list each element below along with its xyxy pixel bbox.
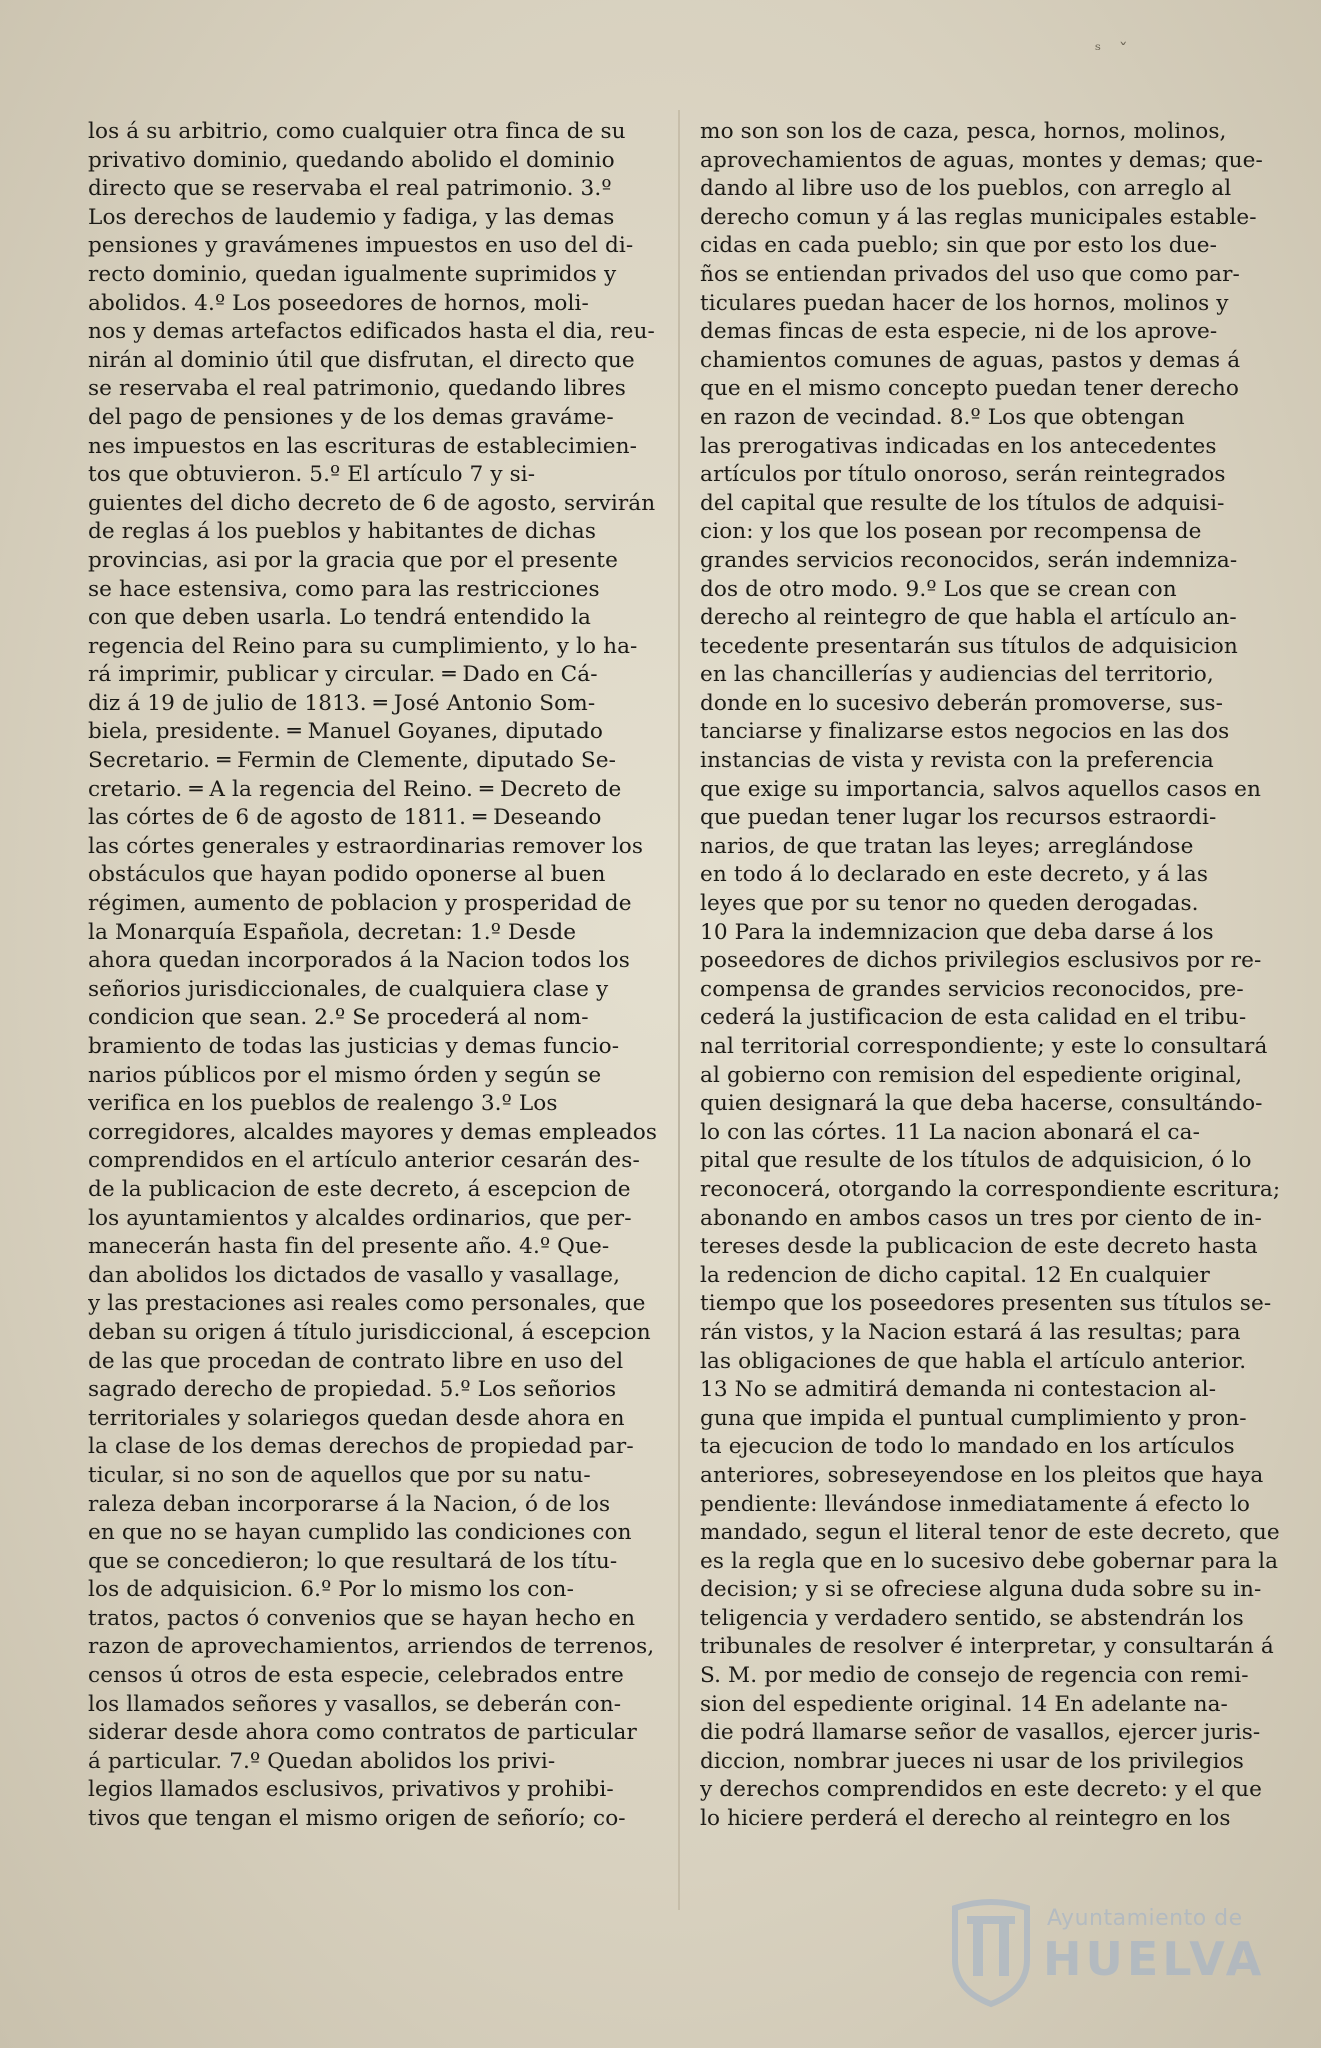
text-line: rán vistos, y la Nacion estará á las resultas; para [700,1319,1241,1345]
watermark-line-2: HUELVA [1043,1932,1266,1986]
text-line: tratos, pactos ó convenios que se hayan hecho en [88,1605,636,1631]
text-line: 13 No se admitirá demanda ni contestacion al- [700,1377,1217,1403]
text-line: censos ú otros de esta especie, celebrados entre [88,1663,624,1689]
text-line: guna que impida el puntual cumplimiento y pron- [700,1405,1247,1431]
text-line: territoriales y solariegos quedan desde ahora en [88,1405,625,1431]
text-line: ticulares puedan hacer de los hornos, molinos y [700,290,1229,316]
text-line: poseedores de dichos privilegios esclusivos por re- [700,948,1262,974]
text-line: dos de otro modo. 9.º Los que se crean con [700,576,1177,602]
text-line: artículos por título onoroso, serán reintegrados [700,462,1226,488]
text-line: en razon de vecindad. 8.º Los que obtengan [700,404,1185,430]
text-line: aprovechamientos de aguas, montes y demas; que- [700,147,1263,173]
text-line: á particular. 7.º Quedan abolidos los privi- [88,1748,556,1774]
text-line: que en el mismo concepto puedan tener derecho [700,376,1240,402]
text-line: pendiente: llevándose inmediatamente á efecto lo [700,1491,1250,1517]
text-line: es la regla que en lo sucesivo debe gobernar para la [700,1548,1279,1574]
text-line: Los derechos de laudemio y fadiga, y las demas [88,204,615,230]
text-line: ños se entiendan privados del uso que como par- [700,261,1240,287]
text-line: que se concedieron; lo que resultará de los títu- [88,1548,618,1574]
text-line: del capital que resulte de los títulos de adquisi- [700,490,1225,516]
text-line: señorios jurisdiccionales, de cualquiera clase y [88,976,609,1002]
text-line: de reglas á los pueblos y habitantes de dichas [88,519,597,545]
text-line: que puedan tener lugar los recursos estraordi- [700,805,1217,831]
text-line: tecedente presentarán sus títulos de adquisicion [700,633,1238,659]
text-line: comprendidos en el artículo anterior cesarán des- [88,1148,640,1174]
text-line: legios llamados esclusivos, privativos y prohibi- [88,1777,614,1803]
text-line: anteriores, sobreseyendose en los pleitos que haya [700,1462,1264,1488]
text-line: manecerán hasta fin del presente año. 4.º Que- [88,1234,610,1260]
text-line: teligencia y verdadero sentido, se abstendrán los [700,1605,1244,1631]
text-line: privativo dominio, quedando abolido el dominio [88,147,615,173]
text-line: chamientos comunes de aguas, pastos y demas á [700,347,1241,373]
text-line: y derechos comprendidos en este decreto: y el que [700,1777,1262,1803]
text-line: cederá la justificacion de esta calidad en el tribu- [700,1005,1247,1031]
text-line: bramiento de todas las justicias y demas funcio- [88,1034,620,1059]
text-line: obstáculos que hayan podido oponerse al buen [88,862,606,888]
text-line: diccion, nombrar jueces ni usar de los privilegios [700,1748,1244,1774]
text-line: mandado, segun el literal tenor de este decreto, que [700,1520,1280,1546]
text-line: se hace estensiva, como para las restricciones [88,576,600,602]
text-line: la redencion de dicho capital. 12 En cualquier [700,1262,1210,1288]
text-line: tribunales de resolver é interpretar, y consultarán á [700,1634,1274,1660]
text-line: ahora quedan incorporados á la Nacion todos los [88,948,630,974]
text-line: ticular, si no son de aquellos que por su natu- [88,1462,591,1488]
text-line: abonando en ambos casos un tres por ciento de in- [700,1205,1262,1231]
text-line: corregidores, alcaldes mayores y demas empleados [88,1119,658,1145]
text-line: grandes servicios reconocidos, serán indemniza- [700,547,1238,573]
text-line: cretario. ═ A la regencia del Reino. ═ Decreto de [88,776,622,802]
text-line: las córtes de 6 de agosto de 1811. ═ Deseando [88,805,602,831]
text-line: rá imprimir, publicar y circular. ═ Dado en Cá- [88,662,598,688]
text-line: quien designará la que deba hacerse, consultándo- [700,1091,1263,1117]
text-line: recto dominio, quedan igualmente suprimidos y [88,261,617,287]
text-line: condicion que sean. 2.º Se procederá al nom- [88,1005,589,1031]
text-line: narios, de que tratan las leyes; arreglándose [700,833,1194,859]
text-line: al gobierno con remision del espediente original, [700,1062,1243,1088]
text-line: en que no se hayan cumplido las condiciones con [88,1520,632,1546]
text-line: de la publicacion de este decreto, á escepcion de [88,1176,631,1202]
text-line: reconocerá, otorgando la correspondiente escritura; [700,1176,1280,1202]
text-line: dando al libre uso de los pueblos, con arreglo al [700,176,1232,202]
text-line: biela, presidente. ═ Manuel Goyanes, diputado [88,719,603,745]
text-line: cidas en cada pueblo; sin que por esto los due- [700,233,1218,259]
text-line: verifica en los pueblos de realengo 3.º Los [88,1091,558,1117]
text-line: nal territorial correspondiente; y este lo consultará [700,1034,1268,1059]
text-line: abolidos. 4.º Los poseedores de hornos, moli- [88,290,589,316]
text-line: las córtes generales y estraordinarias remover los [88,833,644,859]
text-line: la Monarquía Española, decretan: 1.º Desde [88,919,577,945]
archive-watermark [935,1880,1275,2020]
text-line: en las chancillerías y audiencias del territorio, [700,662,1214,688]
text-line: raleza deban incorporarse á la Nacion, ó de los [88,1491,611,1517]
text-line: razon de aprovechamientos, arriendos de terrenos, [88,1634,655,1660]
text-line: tanciarse y finalizarse estos negocios en las dos [700,719,1230,745]
text-line: las obligaciones de que habla el artículo anterior. [700,1348,1247,1374]
text-line: die podrá llamarse señor de vasallos, ejercer juris- [700,1720,1261,1746]
text-line: leyes que por su tenor no queden derogadas. [700,891,1199,917]
huelva-crest-icon [935,1890,1047,2010]
text-line: tos que obtuvieron. 5.º El artículo 7 y si- [88,462,536,488]
text-line: derecho comun y á las reglas municipales estable- [700,204,1257,230]
text-line: tiempo que los poseedores presenten sus títulos se- [700,1291,1272,1317]
right-text-column [700,118,1280,1834]
text-line: los ayuntamientos y alcaldes ordinarios, que per- [88,1205,632,1231]
text-line: con que deben usarla. Lo tendrá entendido la [88,605,592,631]
text-line: deban su origen á título jurisdiccional, á escepcion [88,1319,651,1345]
text-line: provincias, asi por la gracia que por el presente [88,547,618,573]
text-line: sion del espediente original. 14 En adelante na- [700,1691,1228,1717]
text-line: que exige su importancia, salvos aquellos casos en [700,776,1261,802]
text-line: derecho al reintegro de que habla el artículo an- [700,605,1237,631]
text-line: compensa de grandes servicios reconocidos, pre- [700,976,1244,1002]
text-line: mo son son los de caza, pesca, hornos, molinos, [700,119,1227,144]
text-line: guientes del dicho decreto de 6 de agosto, servirán [88,490,656,516]
text-line: pensiones y gravámenes impuestos en uso del di- [88,233,634,259]
text-line: del pago de pensiones y de los demas graváme- [88,404,614,430]
text-line: lo hiciere perderá el derecho al reintegro en los [700,1806,1231,1832]
text-line: se reservaba el real patrimonio, quedando libres [88,376,626,402]
text-line: 10 Para la indemnizacion que deba darse á los [700,919,1214,945]
text-line: los de adquisicion. 6.º Por lo mismo los con- [88,1577,574,1603]
corner-mark: ˢ ˇ [1095,40,1134,61]
text-line: los á su arbitrio, como cualquier otra finca de su [88,119,626,144]
text-line: demas fincas de esta especie, ni de los aprove- [700,319,1218,345]
text-line: regencia del Reino para su cumplimiento, y lo ha- [88,633,638,659]
text-line: narios públicos por el mismo órden y según se [88,1062,602,1088]
text-line: las prerogativas indicadas en los antecedentes [700,433,1217,459]
text-line: donde en lo sucesivo deberán promoverse, sus- [700,690,1223,716]
text-line: ta ejecucion de todo lo mandado en los artículos [700,1434,1235,1460]
watermark-line-1: Ayuntamiento de [1047,1906,1243,1931]
text-line: Secretario. ═ Fermin de Clemente, diputado Se- [88,748,617,774]
text-line: decision; y si se ofreciese alguna duda sobre su in- [700,1577,1262,1603]
text-line: nes impuestos en las escrituras de establecimien- [88,433,638,459]
text-line: en todo á lo declarado en este decreto, y á las [700,862,1209,888]
text-line: siderar desde ahora como contratos de particular [88,1720,637,1746]
text-line: lo con las córtes. 11 La nacion abonará el ca- [700,1119,1200,1145]
text-line: régimen, aumento de poblacion y prosperidad de [88,891,632,917]
text-line: diz á 19 de julio de 1813. ═ José Antonio Som- [88,690,596,716]
text-line: nirán al dominio útil que disfrutan, el directo que [88,347,635,373]
text-line: tereses desde la publicacion de este decreto hasta [700,1234,1258,1260]
text-line: los llamados señores y vasallos, se deberán con- [88,1691,622,1717]
text-line: nos y demas artefactos edificados hasta el dia, reu- [88,319,655,345]
text-line: sagrado derecho de propiedad. 5.º Los señorios [88,1377,617,1403]
text-line: tivos que tengan el mismo origen de señorío; co- [88,1806,626,1832]
text-line: instancias de vista y revista con la preferencia [700,748,1214,774]
left-text-column [88,118,666,1834]
text-line: dan abolidos los dictados de vasallo y vasallage, [88,1262,621,1288]
text-line: la clase de los demas derechos de propiedad par- [88,1434,634,1460]
text-line: y las prestaciones asi reales como personales, que [88,1291,646,1317]
column-gutter [678,110,680,1910]
text-line: cion: y los que los posean por recompensa de [700,519,1202,545]
text-line: S. M. por medio de consejo de regencia con remi- [700,1663,1249,1689]
text-line: directo que se reservaba el real patrimonio. 3.º [88,176,612,202]
text-line: pital que resulte de los títulos de adquisicion, ó lo [700,1148,1252,1174]
text-line: de las que procedan de contrato libre en uso del [88,1348,624,1374]
